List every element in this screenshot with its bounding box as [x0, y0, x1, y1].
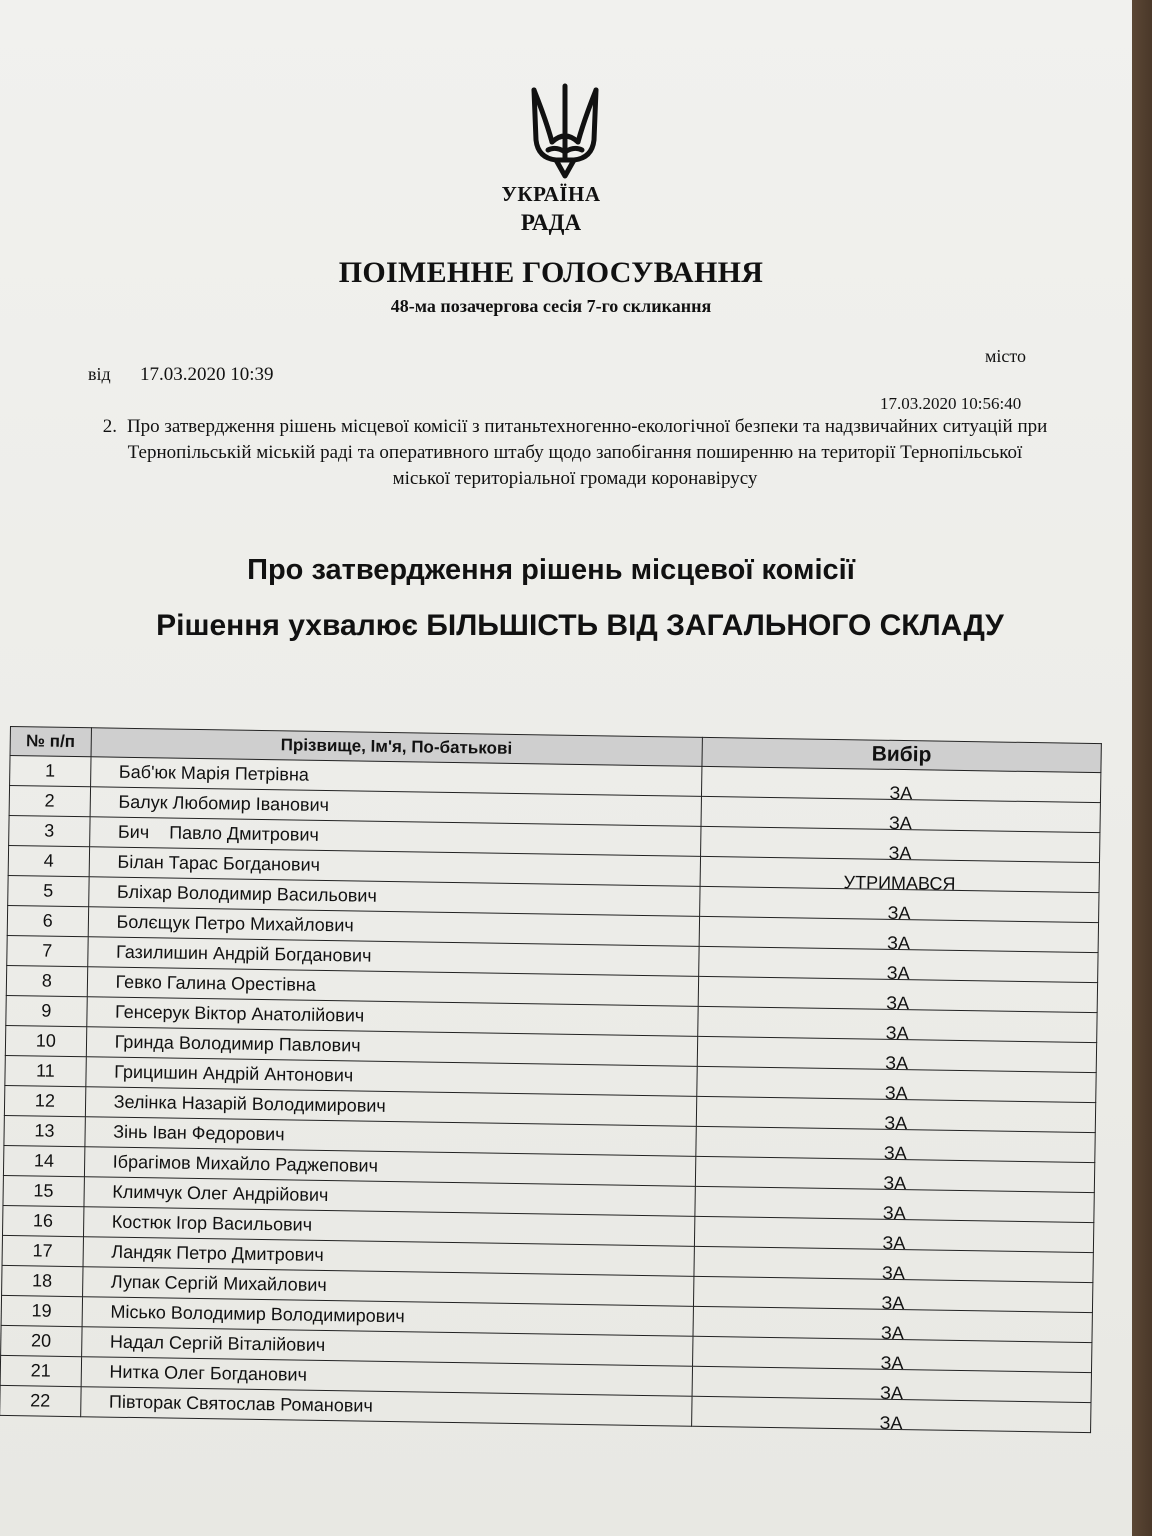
row-choice-value: ЗА	[879, 1412, 903, 1434]
row-choice-value: ЗА	[883, 1142, 907, 1164]
row-number: 17	[2, 1235, 83, 1266]
row-choice-value: ЗА	[885, 1022, 909, 1044]
row-name: Півторак Святослав Романович	[80, 1387, 692, 1427]
row-name: Климчук Олег Андрійович	[84, 1177, 696, 1217]
header-name: Прізвище, Ім'я, По-батькові	[91, 728, 703, 767]
row-name: Грицишин Андрій Антонович	[85, 1057, 697, 1097]
row-choice-value: ЗА	[880, 1322, 905, 1344]
row-choice-value: ЗА	[888, 842, 912, 864]
row-choice-value: ЗА	[884, 1082, 908, 1104]
row-choice-value: ЗА	[889, 782, 913, 804]
row-number: 13	[4, 1115, 85, 1146]
row-choice-value: ЗА	[882, 1202, 906, 1224]
row-name: Нитка Олег Богданович	[81, 1357, 693, 1397]
row-name: Зелінка Назарій Володимирович	[85, 1087, 697, 1127]
row-name: Гринда Володимир Павлович	[86, 1027, 698, 1067]
row-name: Балук Любомир Іванович	[90, 787, 702, 827]
agenda-number: 2.	[102, 416, 117, 437]
row-number: 14	[3, 1145, 84, 1176]
row-name: Генсерук Віктор Анатолійович	[86, 997, 698, 1037]
row-number: 2	[9, 786, 90, 817]
row-number: 3	[9, 815, 90, 846]
row-name: Надал Сергій Віталійович	[81, 1327, 693, 1367]
country-name: УКРАЇНА	[501, 182, 601, 206]
date-value: 17.03.2020 10:39	[140, 364, 274, 385]
row-name: Газилишин Андрій Богданович	[87, 937, 699, 977]
row-number: 8	[6, 965, 87, 996]
row-choice-value: ЗА	[881, 1262, 906, 1284]
document-title: ПОІМЕННЕ ГОЛОСУВАННЯ	[338, 256, 764, 289]
row-number: 4	[8, 845, 89, 876]
row-name: Лупак Сергій Михайлович	[82, 1267, 694, 1307]
row-choice-value: ЗА	[879, 1382, 904, 1404]
votes-table	[0, 726, 1102, 1433]
session-subtitle: 48-ма позачергова сесія 7-го скликання	[390, 296, 712, 316]
row-choice-value: ЗА	[888, 812, 913, 834]
agenda-text: Про затвердження рішень місцевої комісії з питаньтехногенно-екологічної безпеки та надзвичайних ситуацій при Тернопільській міській раді та оперативного штабу щодо запобігання поширенню на території Тернопільської міської територіальної громади коронавірусу	[126, 416, 1048, 489]
vote-subject: Про затвердження рішень місцевої комісії	[247, 554, 855, 586]
row-number: 21	[0, 1355, 81, 1386]
row-number: 5	[8, 875, 89, 906]
row-number: 22	[0, 1385, 81, 1416]
date-label: від	[88, 364, 111, 384]
row-number: 16	[2, 1205, 83, 1236]
row-choice-value: ЗА	[881, 1292, 905, 1314]
vote-timestamp: 17.03.2020 10:56:40	[880, 394, 1022, 413]
row-choice-value: ЗА	[884, 1112, 908, 1134]
table-body	[0, 756, 1101, 1433]
header-choice: Вибір	[702, 737, 1102, 772]
row-number: 19	[1, 1295, 82, 1326]
header-number: № п/п	[10, 727, 91, 757]
row-name: Білан Тарас Богданович	[89, 847, 701, 887]
trident-emblem-icon	[526, 80, 604, 184]
agenda-item	[100, 414, 1050, 492]
row-number: 15	[3, 1175, 84, 1206]
row-name: Гевко Галина Орестівна	[87, 967, 699, 1007]
row-choice-value: ЗА	[885, 1052, 909, 1074]
row-name: Бліхар Володимир Васильович	[88, 877, 700, 917]
row-name: Ландяк Петро Дмитрович	[83, 1237, 695, 1277]
row-name: Зінь Іван Федорович	[85, 1117, 697, 1157]
row-number: 11	[5, 1055, 86, 1086]
row-number: 10	[5, 1025, 86, 1056]
row-number: 18	[2, 1265, 83, 1296]
row-choice-value: ЗА	[883, 1172, 907, 1194]
row-number: 12	[4, 1085, 85, 1116]
row-number: 9	[6, 995, 87, 1026]
row-choice-value: ЗА	[882, 1232, 906, 1254]
council-name: РАДА	[520, 210, 582, 235]
row-number: 7	[7, 935, 88, 966]
row-name: Ібрагімов Михайло Раджепович	[84, 1147, 696, 1187]
row-choice-value: ЗА	[886, 962, 910, 984]
row-name: Бич Павло Дмитрович	[89, 817, 701, 857]
row-choice-value: ЗА	[880, 1352, 904, 1374]
row-choice-value: ЗА	[886, 992, 910, 1014]
row-name: Баб'юк Марія Петрівна	[90, 757, 702, 797]
row-choice-value: УТРИМАВСЯ	[843, 872, 956, 894]
city-label: місто	[985, 346, 1027, 366]
row-number: 20	[1, 1325, 82, 1356]
row-name: Болєщук Петро Михайлович	[88, 907, 700, 947]
row-name: Місько Володимир Володимирович	[82, 1297, 694, 1337]
row-name: Костюк Ігор Васильович	[83, 1207, 695, 1247]
row-choice-value: ЗА	[886, 932, 911, 954]
row-number: 6	[7, 905, 88, 936]
decision-rule: Рішення ухвалює БІЛЬШІСТЬ ВІД ЗАГАЛЬНОГО СКЛАДУ	[156, 609, 1004, 642]
row-number: 1	[10, 756, 91, 787]
row-choice-value: ЗА	[887, 902, 911, 924]
